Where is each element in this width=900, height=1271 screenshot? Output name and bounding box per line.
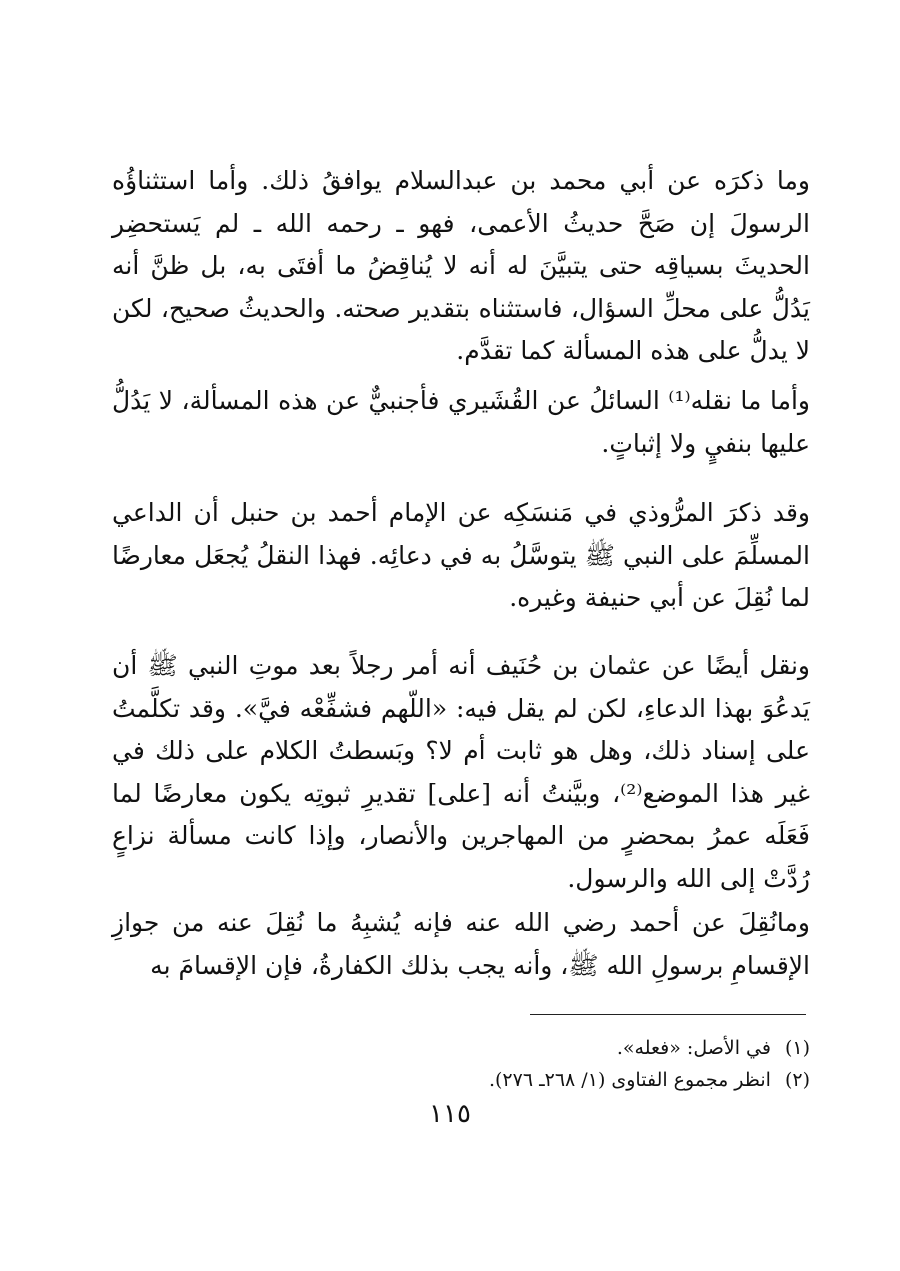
page-number: ١١٥ — [429, 1099, 471, 1129]
footnote-divider — [530, 1014, 806, 1015]
footnote-text: انظر مجموع الفتاوى (١/ ٢٦٨ـ ٢٧٦). — [488, 1069, 771, 1091]
footnote-number: (٢) — [784, 1069, 810, 1091]
footnote-2 — [112, 1064, 810, 1096]
paragraph-3: وقد ذكرَ المرُّوذي في مَنسَكِه عن الإمام أحمد بن حنبل أن الداعي المسلِّمَ على النبي ﷺ يتوسَّلُ به في دعائِه. فهذا النقلُ يُجعَل معارضًا لما نُقِلَ عن أبي حنيفة وغيره. — [112, 498, 810, 612]
paragraph-1: وما ذكرَه عن أبي محمد بن عبدالسلام يوافقُ ذلك. وأما استثناؤُه الرسولَ إن صَحَّ حديثُ الأعمى، فهو ـ رحمه الله ـ لم يَستحضِر الحديثَ بسياقِه حتى يتبيَّنَ له أنه لا يُناقِضُ ما أفتَى به، بل ظنَّ أنه يَدُلُّ على محلِّ السؤال، فاستثناه بتقدير صحته. والحديثُ صحيح، لكن لا يدلُّ على هذه المسألة كما تقدَّم. — [112, 166, 810, 365]
paragraph-2: وأما ما نقله⁽¹⁾ السائلُ عن القُشَيري فأجنبيٌّ عن هذه المسألة، لا يَدُلُّ عليها بنفيٍ ولا إثباتٍ. — [112, 386, 810, 458]
footnote-number: (١) — [784, 1037, 810, 1059]
paragraph-5: ومانُقِلَ عن أحمد رضي الله عنه فإنه يُشبِهُ ما نُقِلَ عنه من جوازِ الإقسامِ برسولِ الله ﷺ، وأنه يجب بذلك الكفارةُ، فإن الإقسامَ به — [112, 908, 810, 980]
paragraph-4: ونقل أيضًا عن عثمان بن حُنَيف أنه أمر رجلاً بعد موتِ النبي ﷺ أن يَدعُوَ بهذا الدعاءِ، لكن لم يقل فيه: «اللّهم فشفِّعْه فيَّ». وقد تكلَّمتُ على إسناد ذلك، وهل هو ثابت أم لا؟ وبَسطتُ الكلام على ذلك في غير هذا الموضع⁽²⁾، وبيَّنتُ أنه [على] تقديرِ ثبوتِه يكون معارضًا لما فَعَلَه عمرُ بمحضرٍ من المهاجرين والأنصار، وإذا كانت مسألة نزاعٍ رُدَّتْ إلى الله والرسول. — [112, 651, 810, 893]
footnote-1 — [112, 1032, 810, 1064]
footnotes — [112, 1032, 810, 1096]
footnote-text: في الأصل: «فعله». — [616, 1037, 771, 1059]
